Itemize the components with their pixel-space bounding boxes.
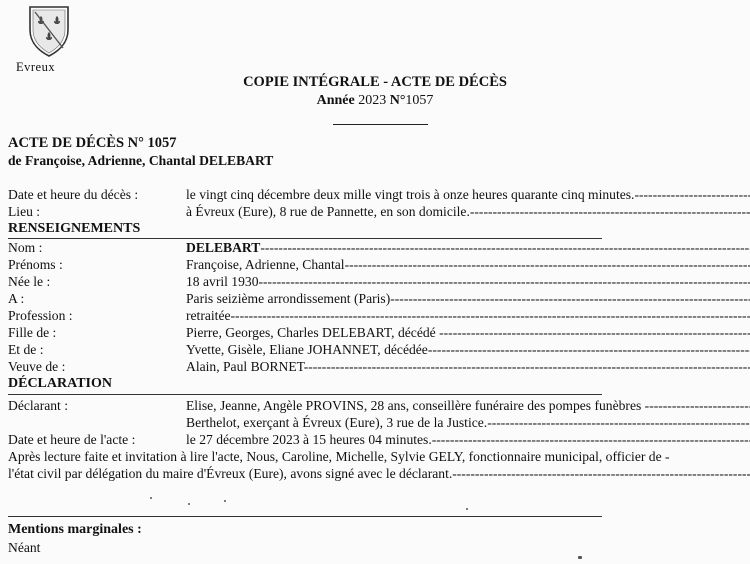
closing-text-2: l'état civil par délégation du maire d'Évreux (Eure), avons signé avec le déclarant.: [8, 466, 453, 481]
declarant-line-1: Elise, Jeanne, Angèle PROVINS, 28 ans, conseillère funéraire des pompes funèbres: [186, 398, 642, 413]
scan-speck: [224, 500, 226, 502]
closing-line-1: Après lecture faite et invitation à lire l'acte, Nous, Caroline, Michelle, Sylvie GELY, fonctionnaire municipal, officier de -: [8, 449, 670, 464]
mentions-value: Néant: [8, 540, 41, 555]
info-row-pere: [8, 325, 750, 342]
info-value: Paris seizième arrondissement (Paris): [186, 291, 391, 306]
info-value: Françoise, Adrienne, Chantal: [186, 257, 345, 272]
info-label: Profession :: [8, 308, 73, 323]
info-value: Yvette, Gisèle, Eliane JOHANNET, décédée: [186, 342, 428, 357]
info-label: Prénoms :: [8, 257, 63, 272]
city-name: Evreux: [16, 60, 56, 74]
act-title: ACTE DE DÉCÈS N° 1057: [8, 135, 177, 151]
act-subject: de Françoise, Adrienne, Chantal DELEBART: [8, 153, 274, 168]
death-datetime-label: Date et heure du décès :: [8, 187, 139, 202]
number-value: 1057: [405, 93, 434, 108]
info-label: Veuve de :: [8, 359, 66, 374]
info-row-mere: [8, 342, 750, 359]
act-date-label: Date et heure de l'acte :: [8, 432, 136, 447]
closing-text-1: Après lecture faite et invitation à lire l'acte, Nous, Caroline, Michelle, Sylvie GELY, fonctionnaire municipal, officier de: [8, 449, 662, 464]
scan-speck: [188, 503, 190, 505]
scan-speck: [578, 556, 582, 559]
mentions-rule: [8, 516, 602, 517]
act-date-value: le 27 décembre 2023 à 15 heures 04 minutes.: [186, 432, 432, 447]
info-row-nom: [8, 240, 750, 257]
renseignements-heading: RENSEIGNEMENTS: [8, 221, 141, 236]
info-label: Née le :: [8, 274, 51, 289]
document-year-number: [0, 93, 750, 109]
death-datetime-row: [8, 187, 750, 204]
declaration-rule: [8, 394, 602, 395]
scan-speck: [466, 508, 468, 510]
declaration-heading: DÉCLARATION: [8, 376, 112, 391]
scan-speck: [150, 497, 152, 499]
mentions-heading: Mentions marginales :: [8, 522, 142, 537]
info-label: Fille de :: [8, 325, 57, 340]
info-value: 18 avril 1930: [186, 274, 259, 289]
info-value: Pierre, Georges, Charles DELEBART, décédé: [186, 325, 436, 340]
info-value: Alain, Paul BORNET: [186, 359, 304, 374]
declarant-row: [8, 398, 750, 415]
info-label: A :: [8, 291, 25, 306]
death-place-label: Lieu :: [8, 204, 41, 219]
info-value: DELEBART: [186, 240, 261, 255]
death-place-value: à Évreux (Eure), 8 rue de Pannette, en son domicile.: [186, 204, 470, 219]
info-label: Nom :: [8, 240, 43, 255]
info-row-lieu-naissance: [8, 291, 750, 308]
info-row-naissance: [8, 274, 750, 291]
info-value: retraitée: [186, 308, 231, 323]
declarant-row-continued: [8, 415, 750, 432]
number-label: N°: [389, 93, 406, 108]
info-row-prenoms: [8, 257, 750, 274]
death-place-row: [8, 204, 750, 221]
death-datetime-value: le vingt cinq décembre deux mille vingt trois à onze heures quarante cinq minutes.: [186, 187, 635, 202]
info-label: Et de :: [8, 342, 44, 357]
coat-of-arms-icon: [27, 4, 71, 58]
declarant-line-2: Berthelot, exerçant à Évreux (Eure), 3 rue de la Justice.: [186, 415, 488, 430]
closing-line-2: [8, 466, 750, 482]
declarant-label: Déclarant :: [8, 398, 69, 413]
year-value: 2023: [358, 93, 387, 108]
year-label: Année: [316, 93, 355, 108]
renseignements-rule: [8, 238, 602, 239]
info-row-veuve: [8, 359, 750, 376]
title-separator: [333, 124, 428, 125]
document-title: COPIE INTÉGRALE - ACTE DE DÉCÈS: [243, 74, 507, 90]
act-date-row: [8, 432, 750, 449]
city-coat-of-arms: [24, 4, 74, 58]
info-row-profession: [8, 308, 750, 325]
